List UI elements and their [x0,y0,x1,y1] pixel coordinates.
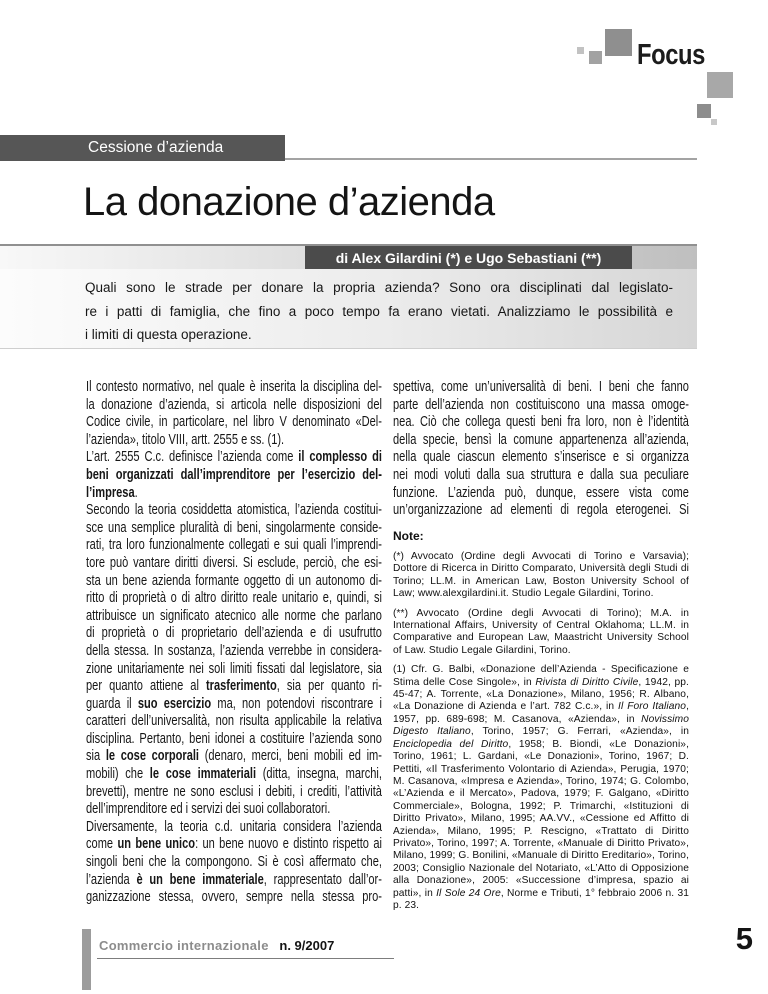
note-paragraph: (*) Avvocato (Ordine degli Avvocati di Torino e Varsavia); Dottore di Ricerca in Diritto Comparato, Università degli Studi di Torino; LL.M. in American Law, Boston University School of Law; www.alexgilardini.it. Studio Legale Gilardini, Torino. [393,551,689,600]
header-rule [285,158,697,160]
logo-square-icon [711,119,717,125]
logo-square-icon [707,72,733,98]
body-column-left: Il contesto normativo, nel quale è inserita la disciplina del- la donazione d’azienda, si articola nelle disposizioni del Codice civile, in particolare, nel libro V denominato «Del- l’azienda», titolo VIII, artt. 2555 e ss. (1). L’art. 2555 C.c. definisce l’azienda come il complesso di beni organizzati dall’imprenditore per l’esercizio del- l’impresa. Secondo la teoria cosiddetta atomistica, l’azienda costitui- sce una semplice pluralità di beni, singolarmente conside- rati, tra loro funzionalmente collegati e sui quali l’imprendi- tore può vantare diritti diversi. Si esclude, perciò, che esi- sta un bene azienda formante oggetto di un autonomo di- ritto di proprietà o di altro diritto reale unitario e, quindi, si attribuisce un significato atecnico alle norme che parlano di proprietà o di proprietario dell’azienda e di usufrutto della stessa. In sostanza, l’azienda verrebbe in considera- zione unitariamente nei soli limiti fissati dal legislatore, sia per quanto attiene al trasferimento, sia per quanto ri- guarda il suo esercizio ma, non potendovi riscontrare i caratteri dell’universalità, non risulta applicabile la relativa disciplina. Pertanto, beni idonei a costituire l’azienda sono sia le cose corporali (denaro, merci, beni mobili ed im- mobili) che le cose immateriali (ditta, insegna, marchi, brevetti), mentre ne sono esclusi i debiti, i crediti, l’attività dell’imprenditore ed i servizi dei suoi collaboratori. Diversamente, la teoria c.d. unitaria considera l’azienda come un bene unico: un bene nuovo e distinto rispetto ai singoli beni che la compongono. Si è così affermato che, l’azienda è un bene immateriale, rappresentato dall’or- ganizzazione stessa, ovvero, sempre nella stessa pro- [86,378,382,906]
article-title: La donazione d’azienda [83,180,495,224]
footnotes [393,529,689,919]
footer-journal-line [99,938,334,953]
logo-square-icon [605,29,632,56]
logo-wordmark: Focus [637,39,705,71]
note-paragraph: (**) Avvocato (Ordine degli Avvocati di Torino); M.A. in International Affairs, University of Central Oklahoma; LL.M. in Comparative and European Law, Maastricht University School of Law. Studio Legale Gilardini, Torino. [393,607,689,656]
byline-band [0,244,697,269]
byline-box [305,246,632,269]
logo-square-icon [589,51,602,64]
logo-square-icon [697,104,711,118]
notes-heading: Note: [393,529,424,543]
page-number: 5 [735,921,753,956]
lead-panel [0,269,697,349]
footer-rule [97,958,394,959]
footer-marker-bar [82,929,91,990]
body-column-right: spettiva, come un’universalità di beni. I beni che fanno parte dell’azienda non costituiscono una massa omoge- nea. Ciò che collega questi beni fra loro, non è l’identità della specie, bensì la comune appartenenza all’azienda, nella quale ciascun elemento s’inserisce e si organizza nei modi voluti dalla sua struttura e dalla sua peculiare funzione. L’azienda può, dunque, essere vista come un’organizzazione ad elementi di regola eterogenei. Si [393,378,689,519]
journal-name: Commercio internazionale [99,938,269,953]
lead-paragraph: Quali sono le strade per donare la propria azienda? Sono ora disciplinati dal legislato- re i patti di famiglia, che fino a poco tempo fa erano vietati. Analizziamo le possibilità e i limiti di questa operazione. [85,280,673,342]
note-paragraph: (1) Cfr. G. Balbi, «Donazione dell’Azienda - Specificazione e Stima delle Cose Singole», in Rivista di Diritto Civile, 1942, pp. 45-47; A. Torrente, «La Donazione», Milano, 1956; R. Albano, «La Donazione di Azienda e l’art. 782 C.c.», in Il Foro Italiano, 1957, pp. 689-698; M. Casanova, «Azienda», in Novissimo Digesto Italiano, Torino, 1957; G. Ferrari, «Azienda», in Enciclopedia del Diritto, 1958; B. Biondi, «Le Donazioni», Torino, 1961; L. Gardani, «Le Donazioni», Torino, 1967; D. Pettiti, «Il Trasferimento Volontario di Azienda», Perugia, 1970; M. Casanova, «Impresa e Azienda», Torino, 1974; G. Colombo, «L’Azienda e il Mercato», Padova, 1979; F. Galgano, «Diritto Commerciale», Bologna, 1992; P. Trimarchi, «Istituzioni di Diritto Privato», Milano, 1995; AA.VV., «Cessione ed Affitto di Azienda», Milano, 1995; P. Rescigno, «Trattato di Diritto Privato», Torino, 1997; A. Torrente, «Manuale di Diritto Privato», Milano, 1999; G. Bonilini, «Manuale di Diritto Ereditario», Torino, 2003; Consiglio Nazionale del Notariato, «L’Atto di Opposizione alla Donazione», 2005: «Successione d’impresa, spazio ai patti», in Il Sole 24 Ore, Norme e Tributi, 1° febbraio 2006 n. 31 p. 23. [393,664,690,911]
byline-text: di Alex Gilardini (*) e Ugo Sebastiani (**) [335,249,602,266]
section-kicker-label: Cessione d’azienda [88,139,224,156]
section-kicker-bar [0,135,285,161]
logo-square-icon [577,47,584,54]
issue-number: n. 9/2007 [279,938,335,953]
